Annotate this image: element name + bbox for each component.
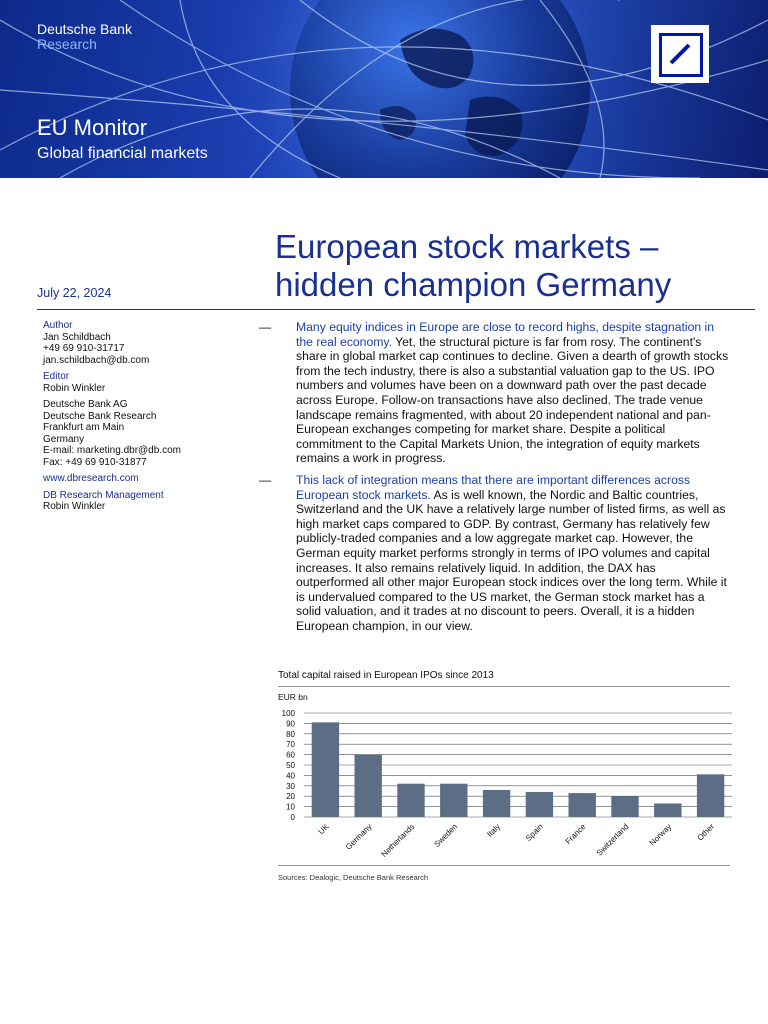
y-tick-label: 20 [286,792,295,802]
x-tick-label: Netherlands [379,822,417,859]
bar-switzerland [611,796,638,817]
bullet-dash: — [259,320,272,334]
editor-name: Robin Winkler [43,382,106,394]
editor-label: Editor [43,371,70,382]
x-tick-label: Sweden [432,822,460,849]
contact-fax: Fax: +49 69 910-31877 [43,456,147,468]
org-line: Deutsche Bank Research [43,410,157,422]
brand-name: Deutsche Bank [37,21,132,37]
org-line: Deutsche Bank AG [43,399,128,410]
author-phone: +49 69 910-31717 [43,343,125,354]
bullet-highlight: Many equity indices in Europe are close to record highs, despite stagnation in the real economy. [296,320,715,349]
bar-sweden [440,784,467,817]
page-title [275,228,745,304]
deutsche-bank-logo-icon [651,25,709,83]
title-line-2: hidden champion Germany [275,266,672,303]
x-tick-label: France [563,822,588,847]
bar-italy [483,790,510,817]
ipo-bar-chart [270,688,740,866]
bullet-body: Yet, the structural picture is far from rosy. The continent's share in global market cap continues to decline. Given a dearth of growth stocks from the tech industry, there is also a substantial valuation gap to the US. IPO numbers and volumes have been on a downward path over the past decade across Europe. Follow-on transactions have also declined. The trade venue landscape remains fragmented, with about 20 independent national and pan-European exchanges competing for market share. Despite a political commitment to the Capital Markets Union, the integration of equity markets remains a work in progress. [296,334,729,466]
org-line: Frankfurt am Main [43,422,125,433]
bar-other [697,774,724,817]
series-subtitle: Global financial markets [37,145,208,162]
x-tick-label: Germany [343,822,374,852]
publication-date: July 22, 2024 [37,286,112,300]
title-divider [37,309,755,310]
author-label: Author [43,320,73,331]
website-link[interactable]: www.dbresearch.com [43,473,139,484]
y-tick-label: 50 [286,761,295,770]
y-tick-label: 80 [286,729,295,739]
x-tick-label: Spain [523,822,545,843]
management-name: Robin Winkler [43,501,106,512]
author-name: Jan Schildbach [43,331,111,343]
series-title: EU Monitor [37,115,148,140]
summary-bullet-2 [259,473,729,634]
y-tick-label: 10 [286,802,295,812]
chart-title: Total capital raised in European IPOs since 2013 [278,670,494,681]
bullet-dash: — [259,473,272,487]
bar-netherlands [397,784,424,817]
y-tick-label: 90 [286,719,295,729]
y-tick-label: 30 [286,781,295,791]
x-tick-label: Other [695,822,717,843]
bar-norway [654,803,681,817]
y-tick-label: 100 [281,709,295,718]
management-label: DB Research Management [43,489,164,501]
x-tick-label: Italy [485,822,503,839]
y-tick-label: 70 [286,740,295,750]
bar-spain [526,792,553,817]
bar-france [569,793,596,817]
chart-source: Sources: Dealogic, Deutsche Bank Research [278,873,429,882]
y-tick-label: 60 [286,750,295,760]
brand-sub: Research [37,36,97,52]
bar-uk [312,722,339,817]
header-banner [0,0,768,178]
bar-germany [355,755,382,817]
sidebar-contacts [43,320,243,513]
x-tick-label: Norway [647,822,674,848]
y-axis-label: EUR bn [278,692,308,702]
org-line: Germany [43,433,85,445]
brand-block [37,22,132,52]
chart-top-rule [278,686,730,687]
y-tick-label: 40 [286,771,295,781]
x-tick-label: UK [316,822,331,837]
author-email[interactable]: jan.schildbach@db.com [43,354,150,366]
bullet-body: As is well known, the Nordic and Baltic countries, Switzerland and the UK have a relatively large number of listed firms, as well as high market caps compared to GDP. By contrast, Germany has relatively few publicly-traded companies and a low aggregate market cap. However, the German equity market performs strongly in terms of IPO volumes and capital increases. It also remains relatively liquid. In addition, the DAX has outperformed all other major European stock indices over the long term. While it is undervalued compared to the US market, the German stock market has a solid valuation, and it trades at no discount to peers. Overall, it is a hidden European champion, in our view. [296,487,727,633]
x-tick-label: Switzerland [594,822,631,858]
chart-bottom-rule [278,865,730,866]
title-line-1: European stock markets – [275,228,659,265]
bullet-highlight: This lack of integration means that there are important differences across European stock markets. [296,473,691,502]
summary-bullet-1 [259,320,729,466]
contact-email[interactable]: E-mail: marketing.dbr@db.com [43,445,181,456]
y-tick-label: 0 [290,813,295,822]
